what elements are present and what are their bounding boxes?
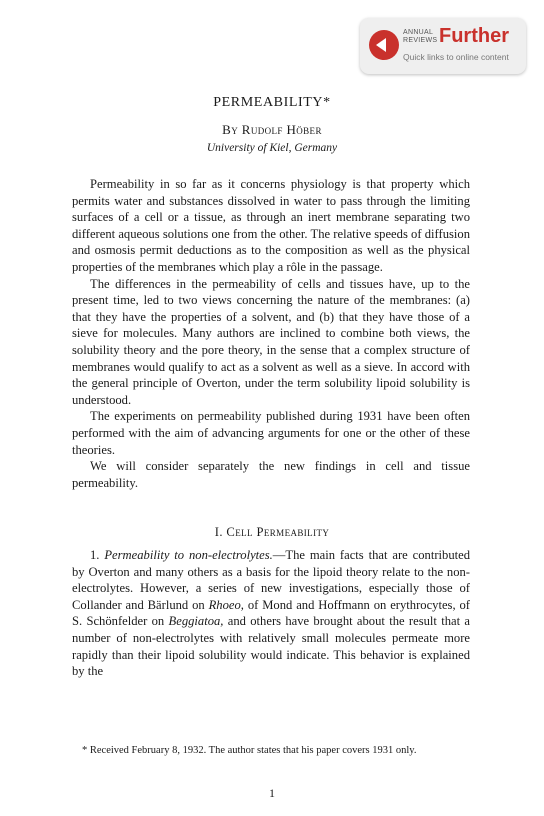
intro-text [72,176,470,491]
paragraph: The experiments on permeability published during 1931 have been often performed with the aim of advancing arguments for one or the other of these theories. [72,409,470,457]
play-icon [369,30,399,60]
page-number: 1 [269,786,275,800]
text-run: The main facts that are contributed by Overton and many others as a basis for the lipoid theory relate to the non-electrolytes. However, a series of new investigations, especially those of Collander and Bärlund on [72,548,470,612]
section-heading: I. Cell Permeability [214,525,330,539]
text-run: of Mond and Hoffmann on erythrocytes, of S. Schönfelder on [72,597,470,629]
further-label: Further [439,25,509,47]
species-rhoeo: Rhoeo, [208,597,244,612]
author-line: By Rudolf Höber [222,122,322,137]
item-number: 1. [90,548,100,562]
species-beggiatoa: Beggiatoa, [168,614,224,629]
footnote [72,744,470,757]
footnote-text: * Received February 8, 1932. The author states that his paper covers 1931 only. [82,745,417,756]
paragraph: Permeability in so far as it concerns physiology is that property which permits water and substances dissolved in water to pass through the limiting surfaces of a cell or a tissue, as through an inert membrane separating two different aqueous solutions one from the other. The relative speeds of diffusion and osmosis permit deductions as to the composition as well as the physical properties of the membranes which play a rôle in the passage. [72,177,470,274]
section-text [72,547,470,680]
article-title: PERMEABILITY* [213,95,331,110]
item-title: Permeability to non-electrolytes. [104,548,273,562]
paragraph: We will consider separately the new findings in cell and tissue permeability. [72,459,470,490]
logo-line-reviews: REVIEWS [403,37,438,44]
text-run: and others have brought about the result that a number of non-electrolytes with relatively small molecules permeate more rapidly than their lipoid solubility would indicate. This behavior is explained by the [72,614,470,679]
quick-links-label[interactable]: Quick links to online content [403,52,509,62]
annual-reviews-logo [403,29,437,45]
logo-line-annual: ANNUAL [403,29,434,36]
further-badge[interactable] [360,18,526,74]
affiliation: University of Kiel, Germany [206,142,338,154]
em-dash: — [272,548,286,562]
paragraph [72,547,470,680]
paragraph: The differences in the permeability of cells and tissues have, up to the present time, led to two views concerning the nature of the membranes: (a) that they have the properties of a solvent, and (b) that they have those of a sieve for molecules. Many authors are inclined to combine both views, the solubility theory and the pore theory, in the sense that a complex structure of membranes would qualify to act as a solvent as well as a sieve. In accord with the general principle of Overton, under the term solubility lipoid solubility is understood. [72,276,470,407]
